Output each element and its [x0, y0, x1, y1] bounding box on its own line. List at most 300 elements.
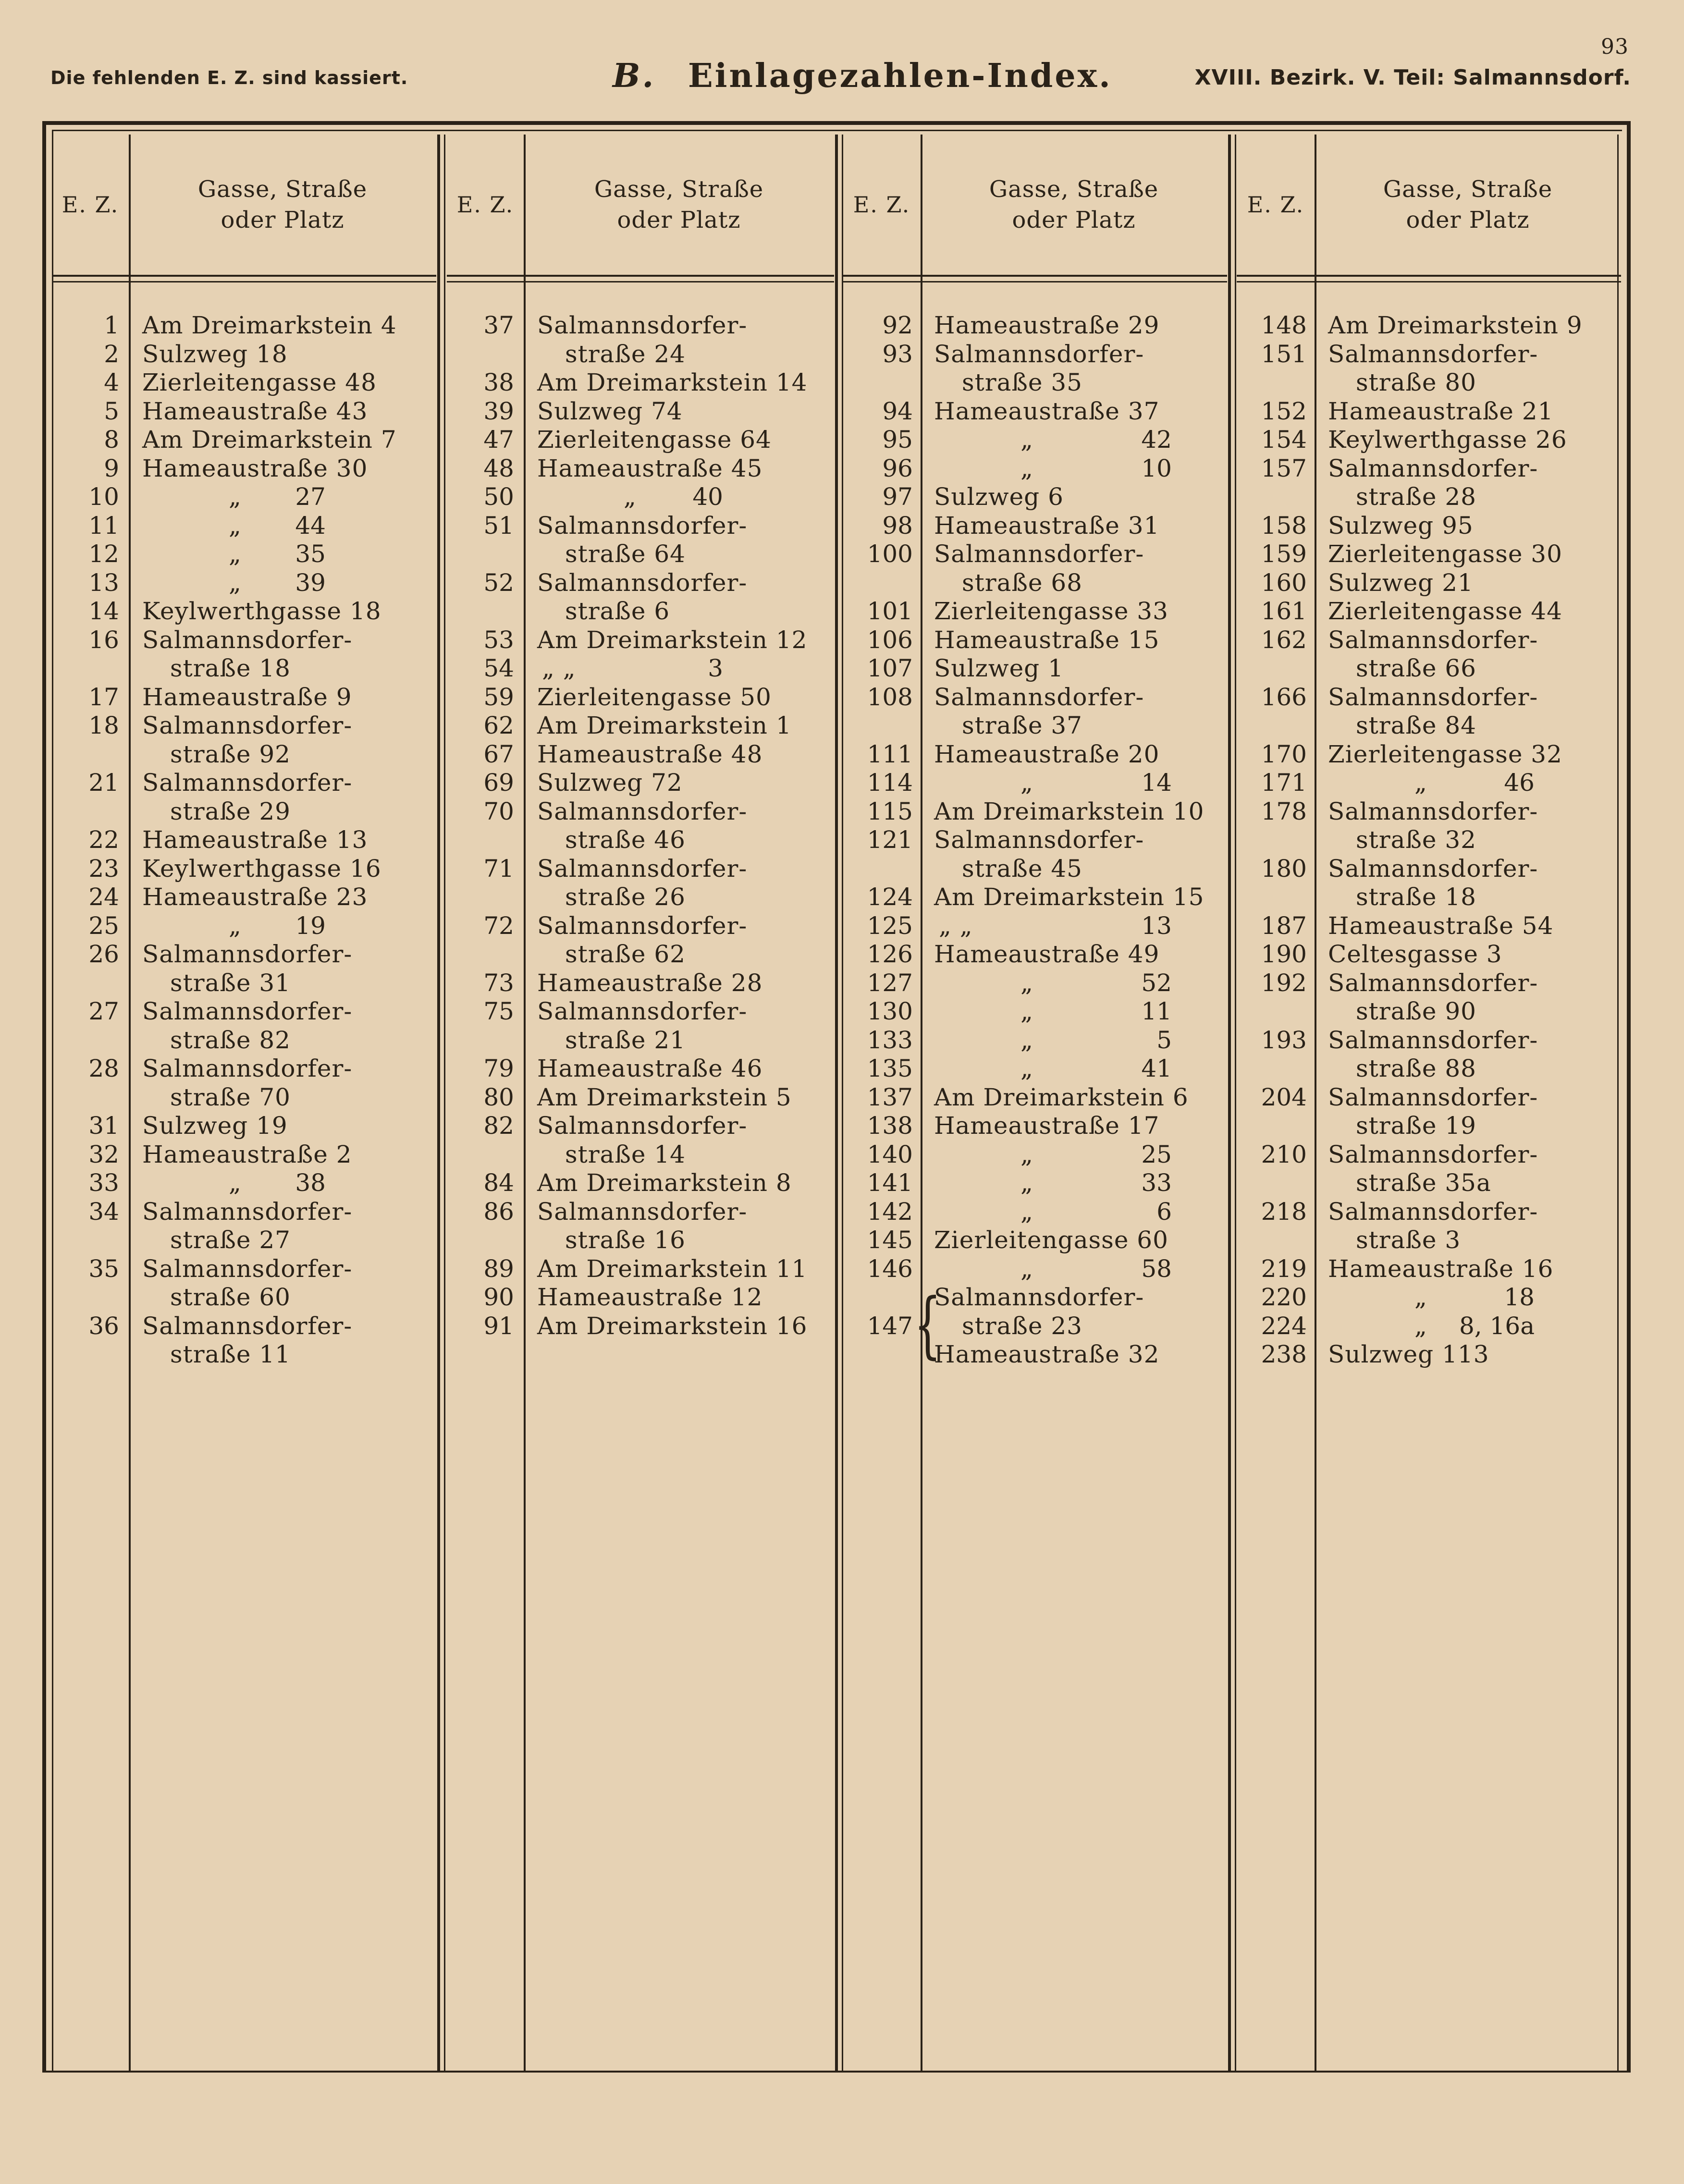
- street-name: Hameaustraße 43: [142, 397, 368, 425]
- street-name: „: [1020, 769, 1033, 797]
- page-title: [613, 57, 1112, 95]
- table-row: [447, 340, 834, 369]
- street-name: Hameaustraße 45: [537, 454, 763, 482]
- table-row: [52, 940, 436, 969]
- street-name: straße 16: [565, 1226, 686, 1254]
- ez-number: 161: [1261, 597, 1307, 625]
- street-name: Hameaustraße 32: [934, 1340, 1160, 1368]
- table-row: [1237, 397, 1621, 426]
- ez-number: 126: [867, 940, 913, 968]
- street-name: „: [1020, 1026, 1033, 1054]
- section-letter: B.: [613, 57, 656, 95]
- table-row: [52, 1055, 436, 1083]
- ez-number: 71: [483, 854, 514, 883]
- ez-number: 151: [1261, 340, 1307, 368]
- ez-number: 32: [88, 1140, 119, 1168]
- street-name: „: [1414, 769, 1427, 797]
- street-name: Salmannsdorfer-: [142, 769, 353, 797]
- ez-number: 93: [882, 340, 913, 368]
- street-name: Salmannsdorfer-: [142, 626, 353, 654]
- house-number: 25: [1141, 1140, 1172, 1168]
- table-row: [843, 712, 1227, 740]
- street-name: „: [1020, 1169, 1033, 1197]
- street-name: Zierleitengasse 32: [1328, 740, 1562, 768]
- ez-number: 14: [88, 597, 119, 625]
- street-name: Celtesgasse 3: [1328, 940, 1502, 968]
- street-name: Hameaustraße 2: [142, 1140, 352, 1168]
- ez-number: 178: [1261, 797, 1307, 825]
- table-row: [1237, 1340, 1621, 1369]
- street-header-line2: oder Platz: [1406, 207, 1530, 233]
- table-row: [843, 569, 1227, 598]
- ez-number: 69: [483, 769, 514, 797]
- street-name: Sulzweg 21: [1328, 568, 1474, 597]
- table-row: [447, 912, 834, 941]
- street-name: Am Dreimarkstein 4: [142, 311, 397, 339]
- table-row: [1237, 426, 1621, 454]
- ez-number: 4: [104, 368, 119, 396]
- street-name: straße 46: [565, 826, 686, 854]
- ez-number: 48: [483, 454, 514, 482]
- street-name: Salmannsdorfer-: [537, 568, 748, 597]
- table-row: [447, 1055, 834, 1083]
- ez-number: 210: [1261, 1140, 1307, 1168]
- ez-number: 35: [88, 1254, 119, 1283]
- ez-number: 148: [1261, 311, 1307, 339]
- ez-number: 10: [88, 483, 119, 511]
- table-row: [447, 1198, 834, 1227]
- table-row: [447, 1026, 834, 1055]
- ez-number: 38: [483, 368, 514, 396]
- street-name: „: [1020, 969, 1033, 997]
- table-row: [1237, 368, 1621, 397]
- street-name: Zierleitengasse 64: [537, 426, 772, 454]
- ez-number: 89: [483, 1254, 514, 1283]
- ez-number: 18: [88, 712, 119, 739]
- table-row: [1237, 654, 1621, 683]
- ez-column-header: E. Z.: [853, 192, 910, 218]
- street-name: Hameaustraße 28: [537, 969, 763, 997]
- table-row: [843, 1226, 1227, 1255]
- street-name: straße 90: [1356, 997, 1476, 1025]
- table-row: [447, 826, 834, 855]
- ez-number: 192: [1261, 969, 1307, 997]
- street-name: Zierleitengasse 44: [1328, 597, 1562, 625]
- index-column-block: [447, 135, 834, 2071]
- table-row: [52, 311, 436, 340]
- street-name: straße 27: [170, 1226, 291, 1254]
- house-number: 41: [1141, 1055, 1172, 1082]
- table-row: [447, 654, 834, 683]
- table-row: [843, 683, 1227, 712]
- street-name: Hameaustraße 30: [142, 454, 368, 482]
- table-row: [843, 654, 1227, 683]
- ez-number: 23: [88, 854, 119, 883]
- street-name: Salmannsdorfer-: [934, 1283, 1144, 1311]
- ez-number: 91: [483, 1312, 514, 1340]
- street-name: straße 70: [170, 1083, 291, 1111]
- entry-list: [52, 311, 436, 1369]
- street-name: straße 84: [1356, 712, 1476, 739]
- ez-number: 52: [483, 568, 514, 597]
- ez-number: 154: [1261, 426, 1307, 454]
- street-name: Sulzweg 72: [537, 769, 683, 797]
- table-row: [447, 855, 834, 883]
- ez-number: 160: [1261, 568, 1307, 597]
- street-name: straße 32: [1356, 826, 1476, 854]
- street-name: Am Dreimarkstein 12: [537, 626, 808, 654]
- table-row: [1237, 712, 1621, 740]
- street-name: „ „: [939, 911, 973, 940]
- ez-column-header: E. Z.: [1247, 192, 1304, 218]
- table-row: [1237, 311, 1621, 340]
- street-name: Salmannsdorfer-: [142, 712, 353, 739]
- house-number: 8, 16a: [1459, 1312, 1535, 1340]
- street-name: Hameaustraße 17: [934, 1112, 1160, 1140]
- ez-column-header: E. Z.: [61, 192, 119, 218]
- street-column-header: [1315, 135, 1621, 275]
- table-row: [843, 798, 1227, 826]
- table-row: [843, 1283, 1227, 1312]
- table-row: [52, 1340, 436, 1369]
- street-name: Hameaustraße 15: [934, 626, 1160, 654]
- street-name: Am Dreimarkstein 5: [537, 1083, 792, 1111]
- ez-number: 133: [867, 1026, 913, 1054]
- table-row: [52, 855, 436, 883]
- header-district: XVIII. Bezirk. V. Teil: Salmannsdorf.: [1194, 65, 1631, 90]
- street-name: Am Dreimarkstein 16: [537, 1312, 808, 1340]
- table-row: [843, 368, 1227, 397]
- street-name: „: [1020, 1197, 1033, 1226]
- ez-number: 11: [88, 511, 119, 540]
- table-row: [52, 883, 436, 912]
- street-name: Am Dreimarkstein 8: [537, 1169, 792, 1197]
- street-name: Hameaustraße 31: [934, 511, 1160, 540]
- ez-number: 218: [1261, 1197, 1307, 1226]
- street-name: Zierleitengasse 60: [934, 1226, 1168, 1254]
- street-name: straße 18: [1356, 883, 1476, 911]
- street-name: Salmannsdorfer-: [934, 340, 1144, 368]
- table-row: [447, 483, 834, 512]
- street-name: straße 14: [565, 1140, 686, 1168]
- table-row: [447, 883, 834, 912]
- house-number: 44: [295, 511, 326, 540]
- ez-number: 27: [88, 997, 119, 1025]
- table-row: [843, 912, 1227, 941]
- house-number: 46: [1504, 769, 1535, 797]
- ez-number: 28: [88, 1055, 119, 1082]
- table-row: [52, 512, 436, 540]
- ez-number: 158: [1261, 511, 1307, 540]
- ez-number: 108: [867, 683, 913, 711]
- ez-number: 141: [867, 1169, 913, 1197]
- house-number: 35: [295, 540, 326, 568]
- house-number: 42: [1141, 426, 1172, 454]
- street-name: „: [624, 483, 637, 511]
- table-row: [52, 340, 436, 369]
- ez-number: 166: [1261, 683, 1307, 711]
- table-row: [447, 1112, 834, 1141]
- street-name: Zierleitengasse 33: [934, 597, 1168, 625]
- block-separator-thin: [1235, 135, 1236, 2071]
- ez-number: 238: [1261, 1340, 1307, 1368]
- street-name: straße 35: [962, 368, 1082, 396]
- house-number: 18: [1504, 1283, 1535, 1311]
- ez-number: 180: [1261, 854, 1307, 883]
- ez-number: 170: [1261, 740, 1307, 768]
- street-name: Sulzweg 19: [142, 1112, 288, 1140]
- street-name: Salmannsdorfer-: [1328, 969, 1538, 997]
- table-row: [1237, 1226, 1621, 1255]
- ez-number: 135: [867, 1055, 913, 1082]
- ez-number: 51: [483, 511, 514, 540]
- table-row: [447, 311, 834, 340]
- street-name: Hameaustraße 29: [934, 311, 1160, 339]
- ez-number: 53: [483, 626, 514, 654]
- table-row: [1237, 1112, 1621, 1141]
- table-row: [843, 540, 1227, 569]
- street-name: Hameaustraße 23: [142, 883, 368, 911]
- ez-number: 97: [882, 483, 913, 511]
- ez-number: 59: [483, 683, 514, 711]
- table-row: [1237, 454, 1621, 483]
- entry-list: [843, 311, 1227, 1369]
- table-row: [52, 1083, 436, 1112]
- table-row: [52, 626, 436, 655]
- ez-number: 17: [88, 683, 119, 711]
- street-column-header: [921, 135, 1227, 275]
- table-row: [447, 769, 834, 798]
- table-row: [447, 1169, 834, 1198]
- table-row: [52, 712, 436, 740]
- table-row: [1237, 1141, 1621, 1169]
- house-number: 5: [1156, 1026, 1172, 1054]
- street-name: Zierleitengasse 48: [142, 368, 377, 396]
- street-name: straße 6: [565, 597, 670, 625]
- street-name: Keylwerthgasse 18: [142, 597, 381, 625]
- ez-number: 33: [88, 1169, 119, 1197]
- ez-number: 2: [104, 340, 119, 368]
- table-row: [843, 883, 1227, 912]
- table-row: [843, 397, 1227, 426]
- table-row: [447, 1083, 834, 1112]
- table-row: [1237, 1255, 1621, 1284]
- table-row: [447, 683, 834, 712]
- ez-number: 47: [483, 426, 514, 454]
- table-row: [1237, 626, 1621, 655]
- street-name: straße 19: [1356, 1112, 1476, 1140]
- brace-mark: {: [914, 1283, 942, 1367]
- table-row: [1237, 997, 1621, 1026]
- table-row: [52, 997, 436, 1026]
- street-name: straße 18: [170, 654, 291, 682]
- house-number: 3: [708, 654, 723, 682]
- street-name: Am Dreimarkstein 10: [934, 797, 1205, 825]
- street-name: „: [1020, 1254, 1033, 1283]
- ez-number: 80: [483, 1083, 514, 1111]
- street-name: Hameaustraße 54: [1328, 911, 1554, 940]
- table-row: [52, 454, 436, 483]
- table-row: [447, 1283, 834, 1312]
- street-name: straße 11: [170, 1340, 291, 1368]
- ez-number: 13: [88, 568, 119, 597]
- table-row: [447, 798, 834, 826]
- ez-number: 96: [882, 454, 913, 482]
- street-name: Sulzweg 18: [142, 340, 288, 368]
- street-column-header: [129, 135, 436, 275]
- table-row: [1237, 1055, 1621, 1083]
- street-name: Salmannsdorfer-: [142, 940, 353, 968]
- ez-number: 171: [1261, 769, 1307, 797]
- ez-number: 152: [1261, 397, 1307, 425]
- table-row: [843, 1083, 1227, 1112]
- table-row: [52, 826, 436, 855]
- table-row: [447, 1226, 834, 1255]
- table-row: [447, 997, 834, 1026]
- house-number: 11: [1141, 997, 1172, 1025]
- table-row: [52, 683, 436, 712]
- table-row: [52, 483, 436, 512]
- table-row: [843, 1198, 1227, 1227]
- table-row: [447, 1141, 834, 1169]
- ez-number: 24: [88, 883, 119, 911]
- ez-number: 8: [104, 426, 119, 454]
- block-separator-thin: [444, 135, 445, 2071]
- table-row: [843, 597, 1227, 626]
- ez-number: 101: [867, 597, 913, 625]
- table-row: [1237, 483, 1621, 512]
- table-row: [447, 940, 834, 969]
- table-row: [843, 512, 1227, 540]
- ez-column-header: E. Z.: [456, 192, 514, 218]
- street-name: Salmannsdorfer-: [537, 311, 748, 339]
- street-name: Hameaustraße 49: [934, 940, 1160, 968]
- street-name: Salmannsdorfer-: [537, 797, 748, 825]
- street-name: straße 64: [565, 540, 686, 568]
- ez-number: 37: [483, 311, 514, 339]
- street-name: „ „: [542, 654, 576, 682]
- table-row: [843, 1141, 1227, 1169]
- table-row: [52, 1141, 436, 1169]
- ez-number: 193: [1261, 1026, 1307, 1054]
- street-name: Salmannsdorfer-: [142, 1055, 353, 1082]
- street-name: Hameaustraße 9: [142, 683, 352, 711]
- table-row: [52, 912, 436, 941]
- index-column-block: [1237, 135, 1621, 2071]
- table-row: [447, 426, 834, 454]
- ez-number: 82: [483, 1112, 514, 1140]
- ez-number: 79: [483, 1055, 514, 1082]
- street-name: Salmannsdorfer-: [1328, 454, 1538, 482]
- street-name: Salmannsdorfer-: [537, 511, 748, 540]
- table-row: [1237, 512, 1621, 540]
- table-row: [1237, 597, 1621, 626]
- ez-number: 5: [104, 397, 119, 425]
- street-name: „: [1414, 1283, 1427, 1311]
- ez-number: 70: [483, 797, 514, 825]
- street-name: Salmannsdorfer-: [537, 1197, 748, 1226]
- street-header-line2: oder Platz: [617, 207, 741, 233]
- table-row: [52, 1169, 436, 1198]
- street-name: Hameaustraße 20: [934, 740, 1160, 768]
- street-name: „: [1414, 1312, 1427, 1340]
- table-row: [447, 454, 834, 483]
- street-name: „: [1020, 426, 1033, 454]
- table-row: [843, 826, 1227, 855]
- table-row: [52, 969, 436, 998]
- header-note: Die fehlenden E. Z. sind kassiert.: [50, 67, 408, 88]
- table-row: [843, 1112, 1227, 1141]
- ez-number: 219: [1261, 1254, 1307, 1283]
- street-name: Hameaustraße 21: [1328, 397, 1554, 425]
- street-name: Salmannsdorfer-: [537, 911, 748, 940]
- street-header-line1: Gasse, Straße: [1383, 176, 1553, 203]
- index-column-block: [52, 135, 436, 2071]
- ez-number: 146: [867, 1254, 913, 1283]
- street-name: Sulzweg 74: [537, 397, 683, 425]
- table-row: [1237, 798, 1621, 826]
- street-name: „: [229, 911, 242, 940]
- table-row: [52, 1198, 436, 1227]
- street-name: „: [1020, 1055, 1033, 1082]
- street-name: straße 60: [170, 1283, 291, 1311]
- table-row: [1237, 540, 1621, 569]
- table-row: [52, 798, 436, 826]
- street-name: „: [1020, 454, 1033, 482]
- table-row: [843, 769, 1227, 798]
- street-name: Hameaustraße 12: [537, 1283, 763, 1311]
- entry-list: [1237, 311, 1621, 1369]
- table-row: [447, 1255, 834, 1284]
- table-row: [1237, 1026, 1621, 1055]
- ez-number: 114: [867, 769, 913, 797]
- table-row: [1237, 940, 1621, 969]
- street-name: Am Dreimarkstein 15: [934, 883, 1205, 911]
- ez-number: 92: [882, 311, 913, 339]
- street-name: Sulzweg 95: [1328, 511, 1474, 540]
- house-number: 14: [1141, 769, 1172, 797]
- table-row: [843, 626, 1227, 655]
- ez-number: 95: [882, 426, 913, 454]
- ez-number: 162: [1261, 626, 1307, 654]
- ez-number: 62: [483, 712, 514, 739]
- street-name: straße 80: [1356, 368, 1476, 396]
- table-row: [52, 769, 436, 798]
- ez-number: 50: [483, 483, 514, 511]
- street-name: straße 68: [962, 568, 1082, 597]
- street-name: straße 45: [962, 854, 1082, 883]
- street-name: Salmannsdorfer-: [537, 997, 748, 1025]
- table-row: [447, 597, 834, 626]
- ez-number: 94: [882, 397, 913, 425]
- table-row: [843, 969, 1227, 998]
- table-row: [1237, 1312, 1621, 1341]
- ez-number: 147: [867, 1312, 913, 1340]
- ez-number: 137: [867, 1083, 913, 1111]
- table-row: [52, 1026, 436, 1055]
- ez-number: 1: [104, 311, 119, 339]
- ez-number: 90: [483, 1283, 514, 1311]
- page-number: 93: [1601, 35, 1629, 59]
- street-name: Salmannsdorfer-: [1328, 626, 1538, 654]
- house-number: 13: [1141, 911, 1172, 940]
- street-name: Sulzweg 113: [1328, 1340, 1489, 1368]
- table-row: [447, 740, 834, 769]
- table-row: [1237, 1169, 1621, 1198]
- table-row: [447, 626, 834, 655]
- table-row: [447, 397, 834, 426]
- street-name: „: [229, 1169, 242, 1197]
